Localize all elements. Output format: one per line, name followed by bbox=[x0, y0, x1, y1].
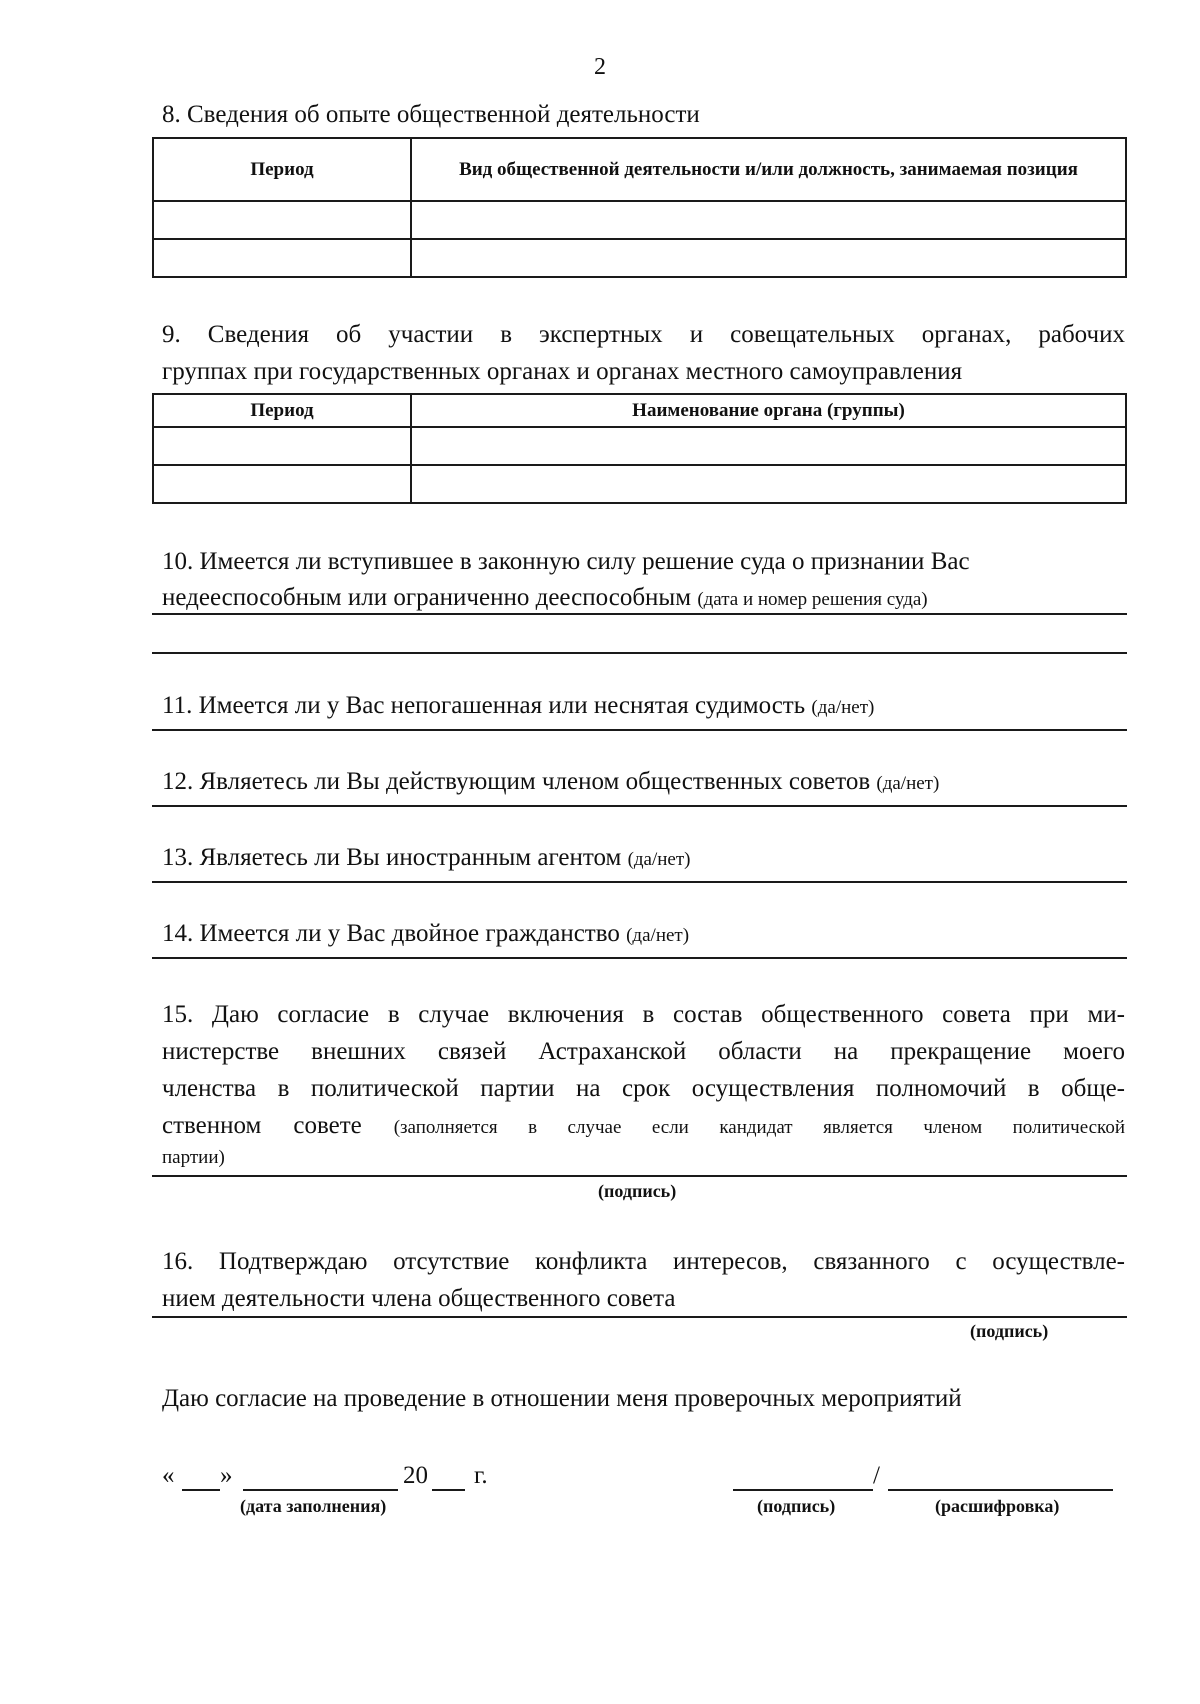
body-name-cell[interactable] bbox=[411, 427, 1126, 465]
activity-cell[interactable] bbox=[411, 201, 1126, 239]
signature-line-q15[interactable] bbox=[152, 1175, 1127, 1177]
question-11 bbox=[162, 692, 874, 720]
answer-line-q11[interactable] bbox=[152, 729, 1127, 731]
question-16-line-1: 16. Подтверждаю отсутствие конфликта интересов, связанного с осуществле- bbox=[162, 1248, 1125, 1275]
section-9-line-1: 9. Сведения об участии в экспертных и совещательных органах, рабочих bbox=[162, 321, 1125, 348]
answer-line-q14[interactable] bbox=[152, 957, 1127, 959]
question-14-text: 14. Имеется ли у Вас двойное гражданство bbox=[162, 920, 620, 947]
date-caption: (дата заполнения) bbox=[240, 1496, 387, 1516]
quote-close: » bbox=[220, 1462, 233, 1489]
question-10-hint: (дата и номер решения суда) bbox=[697, 589, 928, 610]
answer-line-q10-2[interactable] bbox=[152, 652, 1127, 654]
section-9-line-2: группах при государственных органах и органах местного самоуправления bbox=[162, 358, 963, 385]
question-14-hint: (да/нет) bbox=[626, 925, 690, 946]
period-cell[interactable] bbox=[153, 465, 411, 503]
question-10-line-1: 10. Имеется ли вступившее в законную силу решение суда о признании Вас bbox=[162, 548, 970, 575]
question-15-line-2: нистерстве внешних связей Астраханской области на прекращение моего bbox=[162, 1038, 1125, 1065]
question-12-hint: (да/нет) bbox=[876, 773, 940, 794]
year-suffix: г. bbox=[474, 1462, 488, 1489]
question-10-text: недееспособным или ограниченно дееспособным bbox=[162, 584, 692, 611]
decoding-field[interactable] bbox=[888, 1489, 1113, 1491]
question-13 bbox=[162, 844, 691, 872]
answer-line-q13[interactable] bbox=[152, 881, 1127, 883]
quote-open: « bbox=[162, 1462, 175, 1489]
question-12 bbox=[162, 768, 939, 796]
question-11-text: 11. Имеется ли у Вас непогашенная или неснятая судимость bbox=[162, 692, 806, 719]
month-field[interactable] bbox=[243, 1489, 398, 1491]
col-header-body-name: Наименование органа (группы) bbox=[411, 394, 1126, 427]
table-row bbox=[153, 427, 1126, 465]
table-row bbox=[153, 201, 1126, 239]
period-cell[interactable] bbox=[153, 239, 411, 277]
signature-caption: (подпись) bbox=[757, 1496, 836, 1516]
day-field[interactable] bbox=[182, 1489, 220, 1491]
question-16-line-2: нием деятельности члена общественного совета bbox=[162, 1285, 676, 1312]
signature-caption-q16: (подпись) bbox=[970, 1321, 1049, 1341]
answer-line-q10-1[interactable] bbox=[152, 613, 1127, 615]
social-activity-table bbox=[152, 137, 1127, 278]
section-8-title: 8. Сведения об опыте общественной деятельности bbox=[162, 101, 700, 128]
body-name-cell[interactable] bbox=[411, 465, 1126, 503]
expert-bodies-table bbox=[152, 393, 1127, 504]
col-header-activity: Вид общественной деятельности и/или должность, занимаемая позиция bbox=[411, 138, 1126, 201]
question-15-text-end: ственном совете bbox=[162, 1112, 362, 1139]
activity-cell[interactable] bbox=[411, 239, 1126, 277]
table-row bbox=[153, 465, 1126, 503]
question-15-line-1: 15. Даю согласие в случае включения в состав общественного совета при ми- bbox=[162, 1001, 1125, 1028]
answer-line-q12[interactable] bbox=[152, 805, 1127, 807]
question-15-hint: (заполняется в случае если кандидат является членом политической bbox=[393, 1117, 1125, 1138]
year-field[interactable] bbox=[432, 1489, 465, 1491]
question-14 bbox=[162, 920, 689, 948]
year-prefix: 20 bbox=[403, 1462, 428, 1489]
page-number: 2 bbox=[594, 54, 606, 80]
signature-line-q16[interactable] bbox=[152, 1316, 1127, 1318]
col-header-period: Период bbox=[153, 394, 411, 427]
question-15-hint-end: партии) bbox=[162, 1147, 225, 1168]
decoding-caption: (расшифровка) bbox=[935, 1496, 1060, 1516]
consent-text: Даю согласие на проведение в отношении меня проверочных мероприятий bbox=[162, 1385, 962, 1412]
col-header-period: Период bbox=[153, 138, 411, 201]
period-cell[interactable] bbox=[153, 201, 411, 239]
question-13-hint: (да/нет) bbox=[627, 849, 691, 870]
period-cell[interactable] bbox=[153, 427, 411, 465]
question-12-text: 12. Являетесь ли Вы действующим членом общественных советов bbox=[162, 768, 871, 795]
table-row bbox=[153, 239, 1126, 277]
signature-field[interactable] bbox=[733, 1489, 873, 1491]
question-15-line-4 bbox=[162, 1107, 1125, 1146]
signature-caption-q15: (подпись) bbox=[598, 1181, 677, 1201]
question-11-hint: (да/нет) bbox=[811, 697, 875, 718]
question-13-text: 13. Являетесь ли Вы иностранным агентом bbox=[162, 844, 622, 871]
question-15-line-3: членства в политической партии на срок осуществления полномочий в обще- bbox=[162, 1075, 1125, 1102]
slash-separator: / bbox=[873, 1462, 880, 1489]
